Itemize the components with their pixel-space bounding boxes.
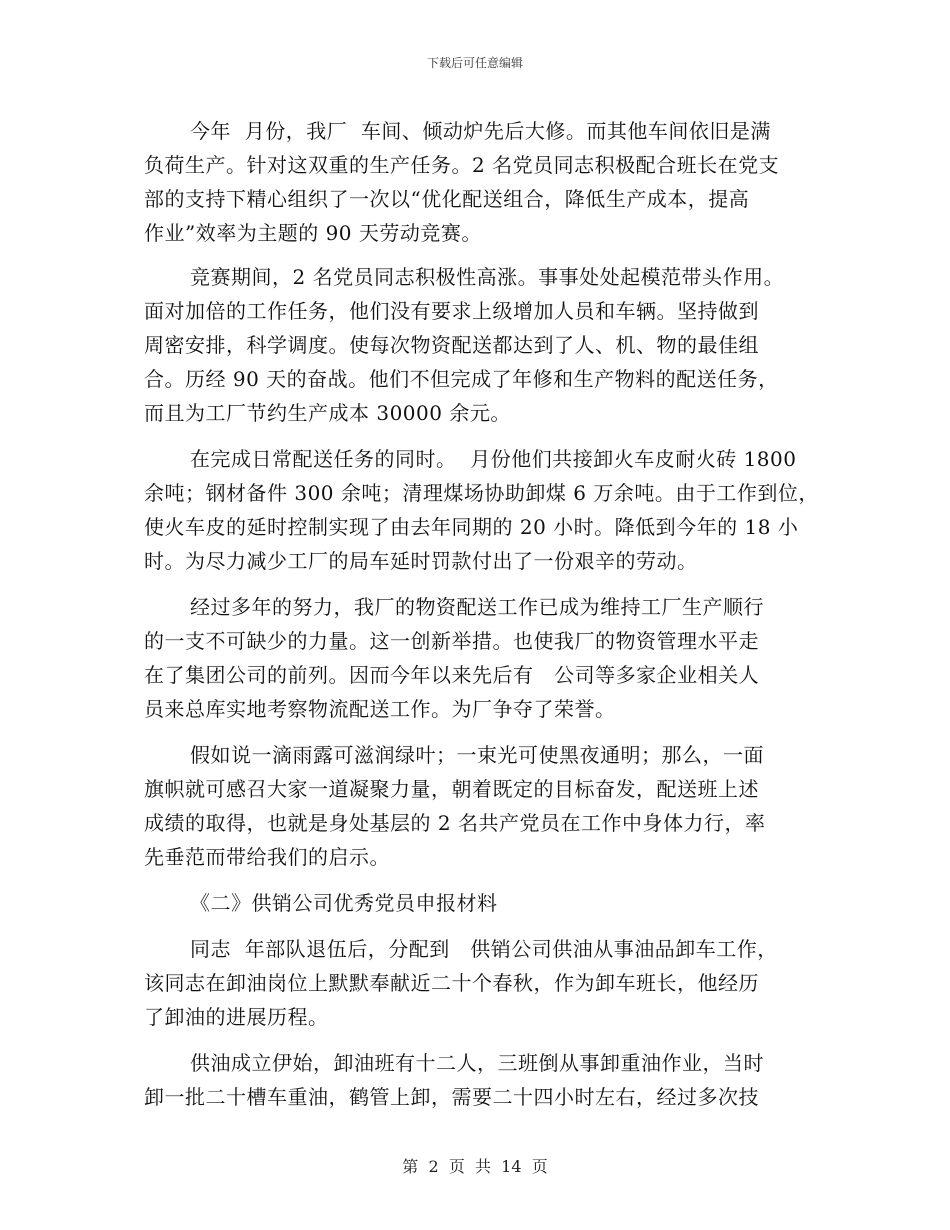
text-line: 成绩的取得，也就是身处基层的 2 名共产党员在工作中身体力行，率	[144, 811, 766, 835]
text-line: 假如说一滴雨露可滋润绿叶；一束光可使黑夜通明；那么，一面	[190, 743, 764, 767]
text-line: 了卸油的进展历程。	[144, 1005, 329, 1029]
text-line: 而且为工厂节约生产成本 30000 余元。	[144, 401, 511, 425]
page-header-note: 下载后可任意编辑	[426, 56, 523, 70]
text-line: 旗帜就可感召大家一道凝聚力量，朝着既定的目标奋发，配送班上述	[144, 777, 759, 801]
text-line: 供油成立伊始，卸油班有十二人，三班倒从事卸重油作业，当时	[190, 1051, 764, 1075]
text-line: 使火车皮的延时控制实现了由去年同期的 20 小时。降低到今年的 18 小	[144, 515, 799, 539]
text-line: 今年 月份，我厂 车间、倾动炉先后大修。而其他车间依旧是满	[190, 119, 771, 143]
text-line: 周密安排，科学调度。使每次物资配送都达到了人、机、物的最佳组	[144, 333, 759, 357]
text-line: 负荷生产。针对这双重的生产任务。2 名党员同志积极配合班长在党支	[144, 153, 780, 177]
text-line: 经过多年的努力，我厂的物资配送工作已成为维持工厂生产顺行	[190, 595, 764, 619]
text-line: 竞赛期间，2 名党员同志积极性高涨。事事处处起模范带头作用。	[190, 265, 785, 289]
text-line: 卸一批二十槽车重油，鹤管上卸，需要二十四小时左右，经过多次技	[144, 1085, 759, 1109]
text-line: 作业”效率为主题的 90 天劳动竞赛。	[144, 221, 482, 245]
page-number-footer: 第 2 页 共 14 页	[402, 1157, 548, 1176]
text-line: 余吨；钢材备件 300 余吨；清理煤场协助卸煤 6 万余吨。由于工作到位，	[144, 481, 819, 505]
text-line: 在完成日常配送任务的同时。 月份他们共接卸火车皮耐火砖 1800	[190, 447, 797, 471]
text-line: 合。历经 90 天的奋战。他们不但完成了年修和生产物料的配送任务，	[144, 367, 779, 391]
text-line: 的一支不可缺少的力量。这一创新举措。也使我厂的物资管理水平走	[144, 629, 759, 653]
section-heading: 《二》供销公司优秀党员申报材料	[190, 891, 498, 915]
text-line: 先垂范而带给我们的启示。	[144, 845, 390, 869]
text-line: 时。为尽力减少工厂的局车延时罚款付出了一份艰辛的劳动。	[144, 549, 698, 573]
text-line: 员来总库实地考察物流配送工作。为厂争夺了荣誉。	[144, 697, 616, 721]
text-line: 在了集团公司的前列。因而今年以来先后有 公司等多家企业相关人	[144, 663, 760, 687]
text-line: 该同志在卸油岗位上默默奉献近二十个春秋，作为卸车班长，他经历	[144, 971, 759, 995]
text-line: 部的支持下精心组织了一次以“优化配送组合，降低生产成本，提高	[144, 187, 750, 211]
text-line: 面对加倍的工作任务，他们没有要求上级增加人员和车辆。坚持做到	[144, 299, 759, 323]
text-line: 同志 年部队退伍后，分配到 供销公司供油从事油品卸车工作，	[190, 937, 778, 961]
